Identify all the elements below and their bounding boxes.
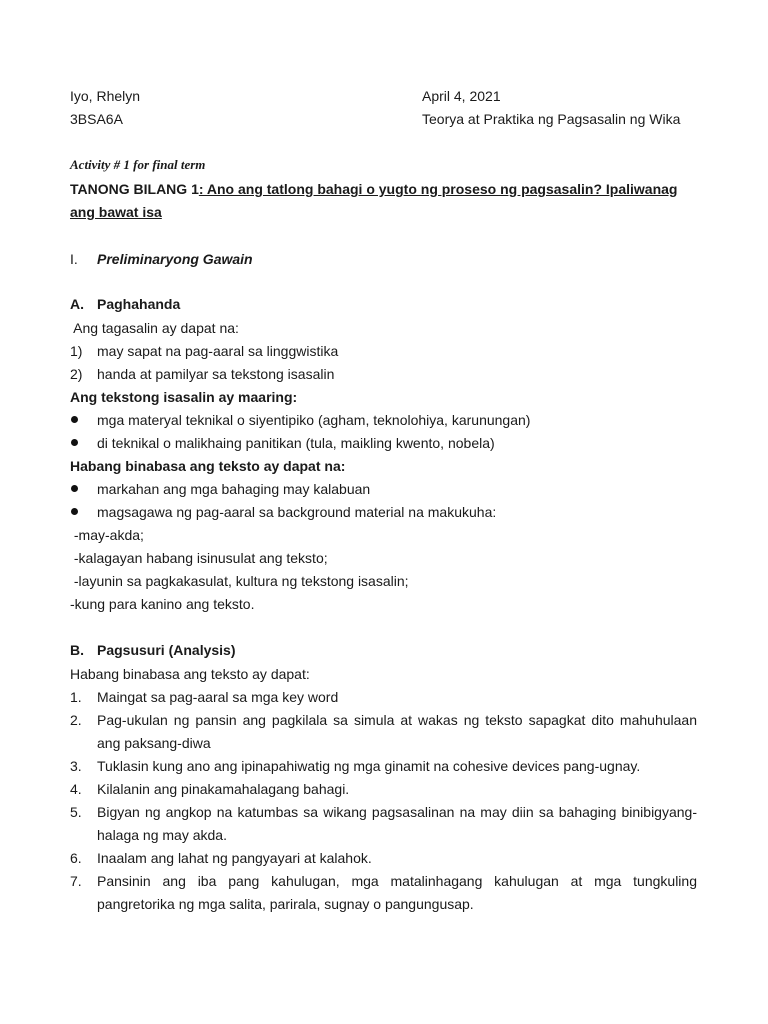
question-line2: ang bawat isa <box>70 204 162 220</box>
bullet-icon <box>71 508 78 515</box>
section-a-intro: Ang tagasalin ay dapat na: <box>70 320 239 336</box>
list-item-line: halaga ng may akda. <box>97 827 227 843</box>
part-title: Preliminaryong Gawain <box>97 251 253 267</box>
section-b-intro: Habang binabasa ang teksto ay dapat: <box>70 666 310 682</box>
bullet-icon <box>71 485 78 492</box>
list-item-line: ang paksang-diwa <box>97 735 211 751</box>
list-item-number: 1) <box>70 343 83 359</box>
list-item-number: 6. <box>70 850 82 866</box>
question-line1 <box>70 180 677 198</box>
bullet-item: magsagawa ng pag-aaral sa background material na makukuha: <box>97 504 497 520</box>
list-item: Kilalanin ang pinakamahalagang bahagi. <box>97 781 350 797</box>
sublist-item: -kung para kanino ang teksto. <box>70 596 255 612</box>
bullet-item: markahan ang mga bahaging may kalabuan <box>97 481 371 497</box>
list-item: Tuklasin kung ano ang ipinapahiwatig ng mga ginamit na cohesive devices pang-ugnay. <box>97 758 641 774</box>
section-a-letter: A. <box>70 296 84 312</box>
section-b-title: Pagsusuri (Analysis) <box>97 642 236 658</box>
list-item-number: 4. <box>70 781 82 797</box>
list-item-line: Pag-ukulan ng pansin ang pagkilala sa simula at wakas ng teksto sapagkat dito mahuhulaan <box>97 712 697 728</box>
sublist-item: -kalagayan habang isinusulat ang teksto; <box>70 550 328 566</box>
sublist-item: -may-akda; <box>70 527 144 543</box>
subject-title: Teorya at Praktika ng Pagsasalin ng Wika <box>422 111 681 127</box>
list-item-number: 1. <box>70 689 82 705</box>
document-date: April 4, 2021 <box>422 88 501 104</box>
activity-title: Activity # 1 for final term <box>70 157 206 172</box>
part-numeral: I. <box>70 251 78 267</box>
bullet-item: mga materyal teknikal o siyentipiko (agham, teknolohiya, karunungan) <box>97 412 531 428</box>
list-item-line: pangretorika ng mga salita, parirala, sugnay o pangungusap. <box>97 896 474 912</box>
student-section: 3BSA6A <box>70 111 123 127</box>
section-b-letter: B. <box>70 642 84 658</box>
list-item-number: 2) <box>70 366 83 382</box>
list-item: handa at pamilyar sa tekstong isasalin <box>97 366 335 382</box>
list-item-number: 3. <box>70 758 82 774</box>
list-item-number: 5. <box>70 804 82 820</box>
subheading: Habang binabasa ang teksto ay dapat na: <box>70 458 346 474</box>
list-item: Inaalam ang lahat ng pangyayari at kalahok. <box>97 850 372 866</box>
list-item-number: 7. <box>70 873 82 889</box>
list-item-line: Bigyan ng angkop na katumbas sa wikang pagsasalinan na may diin sa bahaging binibigyang- <box>97 804 697 820</box>
student-name: Iyo, Rhelyn <box>70 88 141 104</box>
bullet-icon <box>71 439 78 446</box>
bullet-item: di teknikal o malikhaing panitikan (tula, maikling kwento, nobela) <box>97 435 495 451</box>
list-item-line: Pansinin ang iba pang kahulugan, mga matalinhagang kahulugan at mga tungkuling <box>97 873 697 889</box>
list-item: Maingat sa pag-aaral sa mga key word <box>97 689 339 705</box>
sublist-item: -layunin sa pagkakasulat, kultura ng tekstong isasalin; <box>70 573 409 589</box>
list-item-number: 2. <box>70 712 82 728</box>
list-item: may sapat na pag-aaral sa linggwistika <box>97 343 339 359</box>
section-a-title: Paghahanda <box>97 296 181 312</box>
question-text: : Ano ang tatlong bahagi o yugto ng proseso ng pagsasalin? Ipaliwanag <box>198 181 678 197</box>
bullet-icon <box>71 416 78 423</box>
question-label: TANONG BILANG 1 <box>70 181 199 197</box>
subheading: Ang tekstong isasalin ay maaring: <box>70 389 298 405</box>
